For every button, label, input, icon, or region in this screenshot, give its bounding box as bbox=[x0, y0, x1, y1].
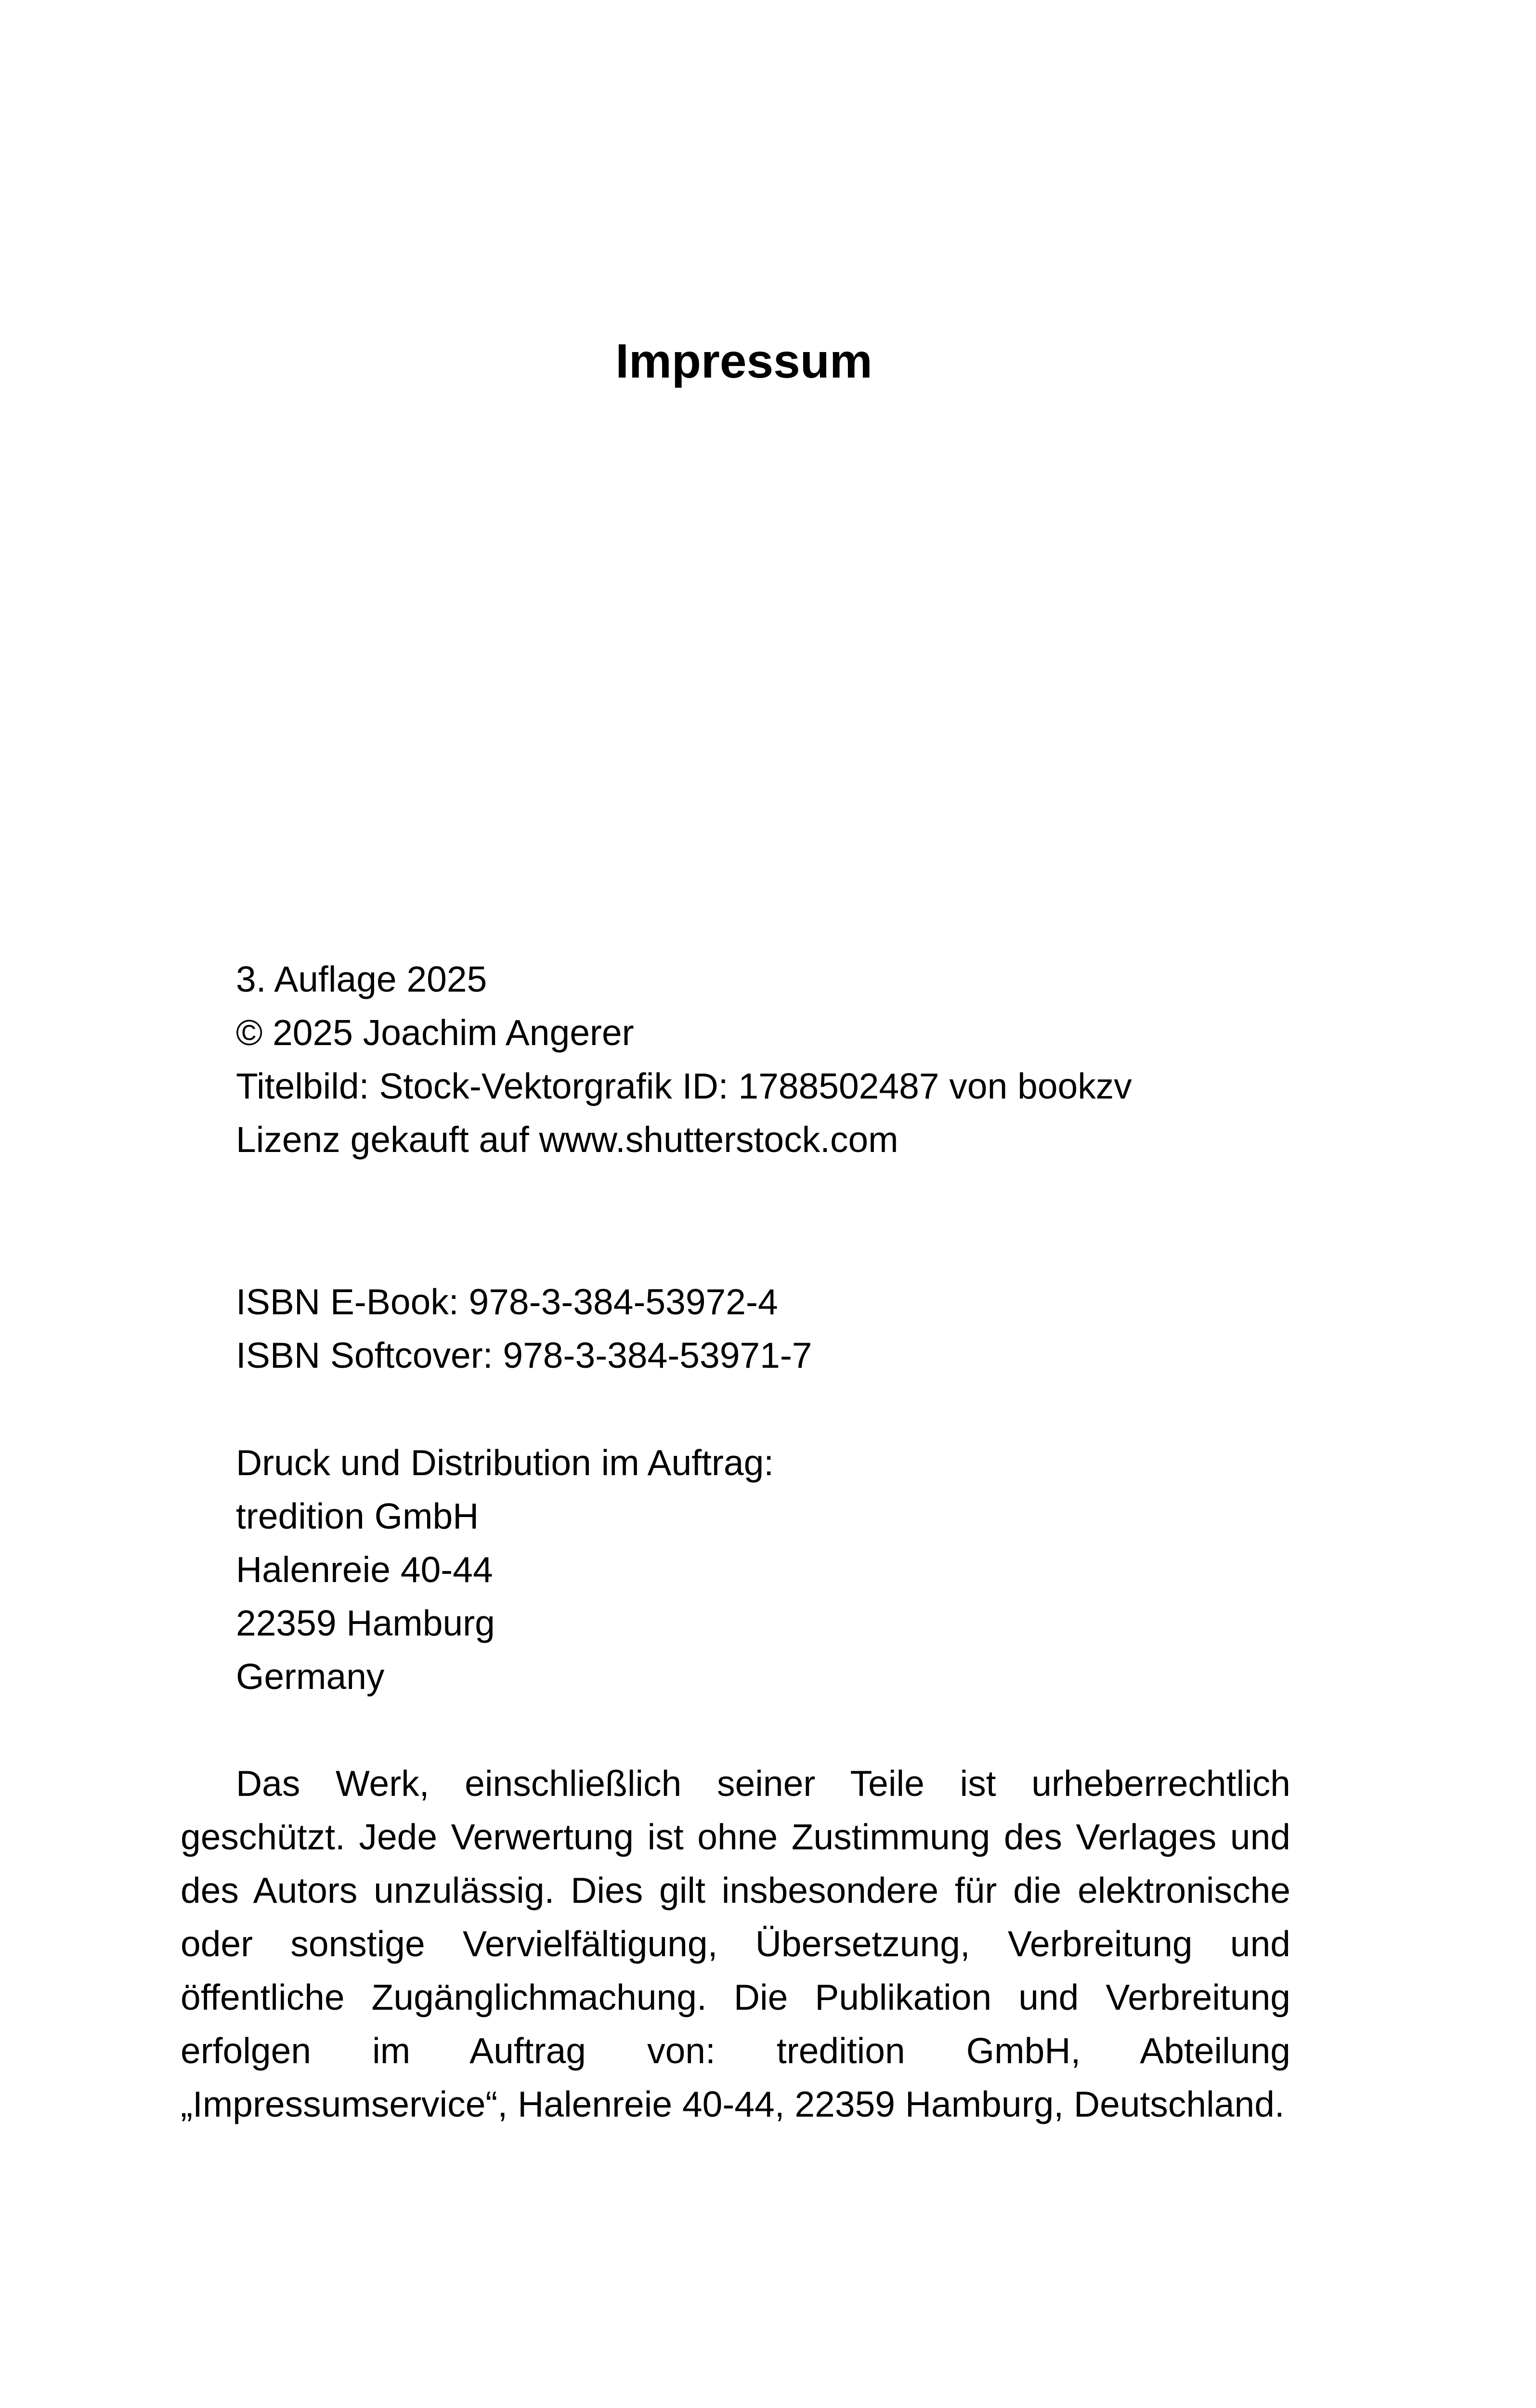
country: Germany bbox=[236, 1656, 385, 1697]
isbn-softcover: ISBN Softcover: 978-3-384-53971-7 bbox=[236, 1335, 812, 1375]
license-line: Lizenz gekauft auf www.shutterstock.com bbox=[236, 1119, 898, 1160]
legal-notice: Das Werk, einschließlich seiner Teile ist urheberrechtlich geschützt. Jede Verwertung ist ohne Zustimmung des Verlages und des Autors unzulässig. Dies gilt insbesondere für die elektronische oder sonstige Vervielfältigung, Übersetzung, Verbreitung und öffentliche Zugänglichmachung. Die Publikation und Verbreitung erfolgen im Auftrag von: tredition GmbH, Abteilung „Impressumservice“, Halenreie 40-44, 22359 Hamburg, Deutschland. bbox=[181, 1763, 1290, 2124]
copyright-line: © 2025 Joachim Angerer bbox=[236, 1012, 634, 1053]
edition-line: 3. Auflage 2025 bbox=[236, 959, 487, 999]
isbn-info bbox=[236, 1275, 812, 1382]
distribution-address bbox=[236, 1436, 774, 1703]
edition-info bbox=[236, 953, 1132, 1166]
postal-city: 22359 Hamburg bbox=[236, 1603, 495, 1643]
distribution-heading: Druck und Distribution im Auftrag: bbox=[236, 1442, 774, 1483]
page-title: Impressum bbox=[615, 334, 872, 388]
isbn-ebook: ISBN E-Book: 978-3-384-53972-4 bbox=[236, 1282, 778, 1322]
street-address: Halenreie 40-44 bbox=[236, 1549, 493, 1590]
company-name: tredition GmbH bbox=[236, 1496, 479, 1536]
cover-image-credit: Titelbild: Stock-Vektorgrafik ID: 1788502487 von bookzv bbox=[236, 1066, 1132, 1106]
